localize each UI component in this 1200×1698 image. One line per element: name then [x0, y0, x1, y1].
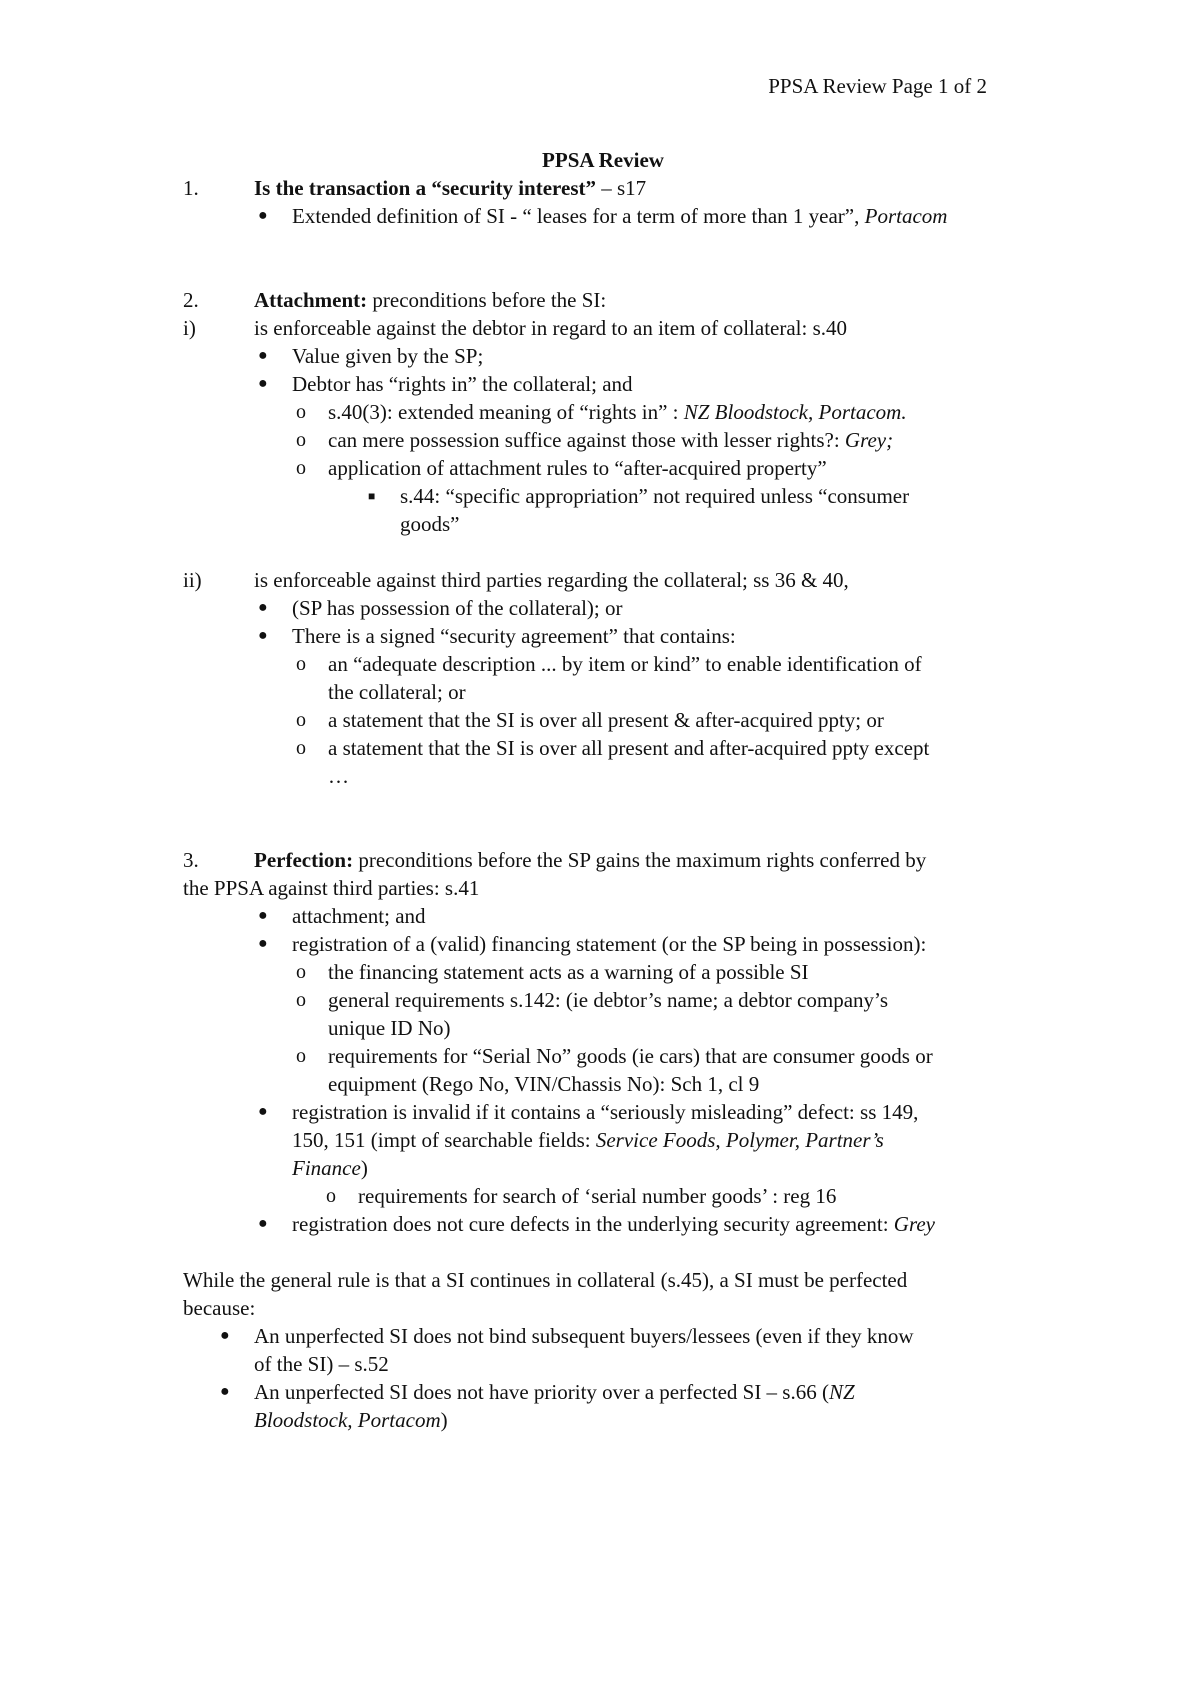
section-number: 3. [183, 848, 199, 872]
circle-bullet-icon: o [296, 989, 306, 1011]
bullet-icon: ● [258, 599, 268, 616]
circle-bullet-icon: o [296, 429, 306, 451]
document-page: PPSA Review Page 1 of 2 PPSA Review 1. Is the transaction a “security interest” – s17 ● Extended definition of SI - “ leases for a term of more than 1 year”, Portacom 2. Attachment: preconditions before the SI: i) is enforceable against the debtor in regard to an item of collateral: s.40 ● Value given by the SP; ● Debtor has “rights in” the collateral; and o s.40(3): extended meaning of “rights in” : NZ Bloodstock, Portacom. o can mere possession suffice against those with lesser rights?: Grey; o application of attachment rules to “after-acquired property” ■ s.44: “specific appropriation” not required unless “consumer goods” ii) is enforceable against third parties regarding the collateral; ss 36 & 40, ● (SP has possession of the collateral); or ● There is a signed “security agreement” that contains: o an “adequate description ... by item or kind” to enable identification of the collateral; or o a statement that the SI is over all present & after-acquired ppty; or o a statement that the SI is over all present and after-acquired ppty except … 3. Perfection: preconditions before the SP gains the maximum rights conferred by the PPSA against third parties: s.41 ● attachment; and ● registration of a (valid) financing statement (or the SP being in possession): o the financing statement acts as a warning of a possible SI o general requirements s.142: (ie debtor’s name; a debtor company’s unique ID No) o requirements for “Serial No” goods (ie cars) that are consumer goods or equipment (Rego No, VIN/Chassis No): Sch 1, cl 9 ● registration is invalid if it contains a “seriously misleading” defect: ss 149, 150, 151 (impt of searchable fields: Service Foods, Polymer, Partner’s Finance) o requirements for search of ‘serial number goods’ : reg 16 ● registration does not cure defects in the underlying security agreement: Grey While the general rule is that a SI continues in collateral (s.45), a SI must be perfected because: ● An unperfected SI does not bind subsequent buyers/lessees (even if they know of the SI) – s.52 ● An unperfected SI does not have priority over a perfected SI – s.66 (NZ Bloodstock, Portacom) [0, 0, 1200, 1698]
case-citation: Grey [893, 1212, 935, 1236]
case-citation: Portacom [864, 204, 948, 228]
case-citation: Finance [292, 1156, 361, 1180]
bullet-icon: ● [220, 1383, 230, 1400]
bullet-icon: ● [258, 907, 268, 924]
circle-bullet-icon: o [326, 1185, 336, 1207]
bullet-icon: ● [258, 347, 268, 364]
section-heading: Attachment: [254, 288, 368, 312]
bullet-icon: ● [258, 207, 268, 224]
section-heading: Is the transaction a “security interest” [254, 176, 596, 200]
circle-bullet-icon: o [296, 737, 306, 759]
page-title: PPSA Review [542, 148, 664, 172]
bullet-icon: ● [258, 627, 268, 644]
section-number: 1. [183, 176, 199, 200]
bullet-icon: ● [258, 1215, 268, 1232]
circle-bullet-icon: o [296, 653, 306, 675]
bullet-icon: ● [258, 1103, 268, 1120]
subsection-number: i) [183, 316, 196, 340]
circle-bullet-icon: o [296, 1045, 306, 1067]
circle-bullet-icon: o [296, 401, 306, 423]
case-citation: Service Foods, Polymer, Partner’s [595, 1128, 884, 1152]
circle-bullet-icon: o [296, 961, 306, 983]
circle-bullet-icon: o [296, 709, 306, 731]
circle-bullet-icon: o [296, 457, 306, 479]
subsection-number: ii) [183, 568, 202, 592]
case-citation: NZ Bloodstock, Portacom. [683, 400, 907, 424]
section-heading: Perfection: [254, 848, 354, 872]
case-citation: Bloodstock, Portacom [254, 1408, 441, 1432]
section-number: 2. [183, 288, 199, 312]
square-bullet-icon: ■ [368, 489, 376, 503]
case-citation: NZ [828, 1380, 855, 1404]
case-citation: Grey; [844, 428, 894, 452]
page-header: PPSA Review Page 1 of 2 [768, 74, 987, 98]
bullet-icon: ● [220, 1327, 230, 1344]
bullet-icon: ● [258, 935, 268, 952]
bullet-icon: ● [258, 375, 268, 392]
